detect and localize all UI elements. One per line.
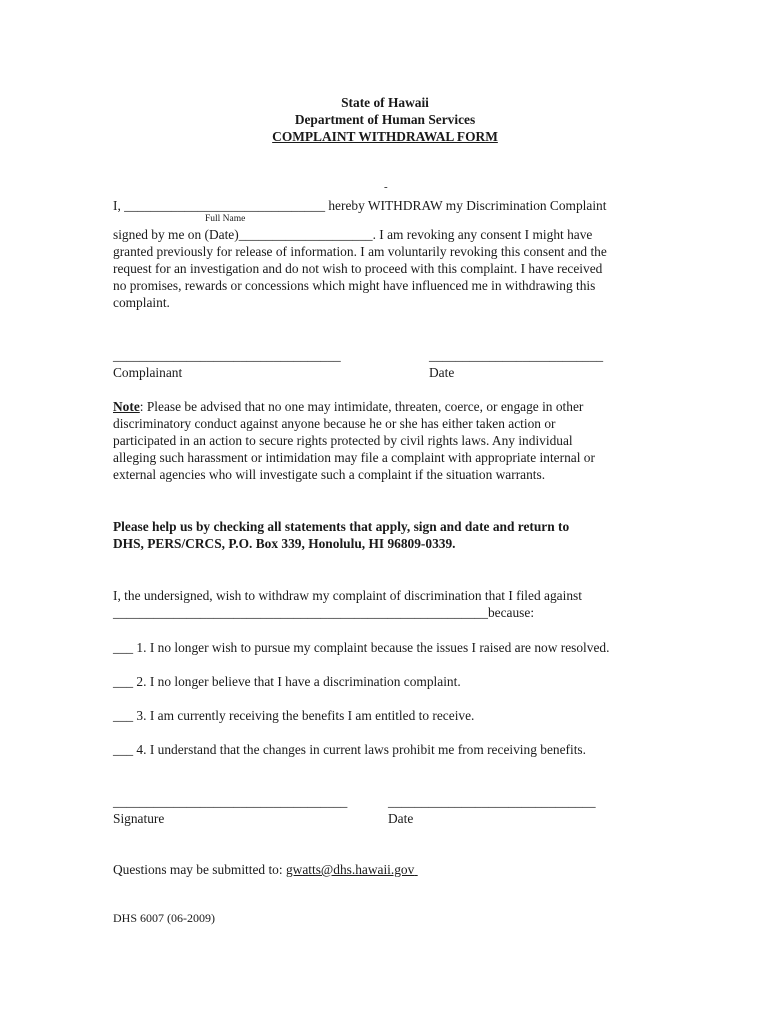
- intro-line-4: request for an investigation and do not wish to proceed with this complaint. I have received: [113, 261, 603, 276]
- intro-line-5: no promises, rewards or concessions which might have influenced me in withdrawing this: [113, 278, 596, 293]
- option-2[interactable]: ___ 2. I no longer believe that I have a discrimination complaint.: [113, 674, 461, 689]
- full-name-label: Full Name: [205, 214, 246, 224]
- signature-date-line[interactable]: _______________________________: [388, 794, 596, 809]
- header-state: State of Hawaii: [341, 95, 429, 110]
- note-line-1: [113, 398, 583, 415]
- note-line-4: alleging such harassment or intimidation may file a complaint with appropriate internal or: [113, 450, 595, 465]
- withdraw-line-1: I, the undersigned, wish to withdraw my complaint of discrimination that I filed against: [113, 588, 582, 603]
- note-label: Note: [113, 399, 140, 414]
- form-number: DHS 6007 (06-2009): [113, 911, 215, 925]
- signature-label: Signature: [113, 811, 165, 826]
- contact-line: [113, 861, 418, 878]
- intro-line-1: I, ______________________________ hereby WITHDRAW my Discrimination Complaint: [113, 198, 607, 213]
- withdraw-line-2[interactable]: ________________________________________________________because:: [113, 605, 535, 620]
- contact-text: Questions may be submitted to:: [113, 862, 286, 877]
- header-department: Department of Human Services: [294, 112, 476, 127]
- note-text-1: : Please be advised that no one may intimidate, threaten, coerce, or engage in other: [139, 399, 584, 414]
- signature-line[interactable]: ___________________________________: [113, 794, 348, 809]
- complainant-date-label: Date: [429, 365, 455, 380]
- contact-email-link[interactable]: gwatts@dhs.hawaii.gov: [285, 862, 415, 877]
- complainant-signature-line[interactable]: __________________________________: [113, 348, 341, 363]
- note-line-3: participated in an action to secure rights protected by civil rights laws. Any individual: [113, 433, 573, 448]
- intro-line-6: complaint.: [113, 295, 170, 310]
- dash-mark: -: [384, 181, 388, 193]
- complainant-label: Complainant: [113, 365, 183, 380]
- instructions-line-1: Please help us by checking all statements that apply, sign and date and return to: [113, 519, 570, 534]
- option-4[interactable]: ___ 4. I understand that the changes in current laws prohibit me from receiving benefits.: [113, 742, 586, 757]
- note-line-5: external agencies who will investigate such a complaint if the situation warrants.: [113, 467, 546, 482]
- intro-line-3: granted previously for release of information. I am voluntarily revoking this consent and the: [113, 244, 607, 259]
- instructions-line-2: DHS, PERS/CRCS, P.O. Box 339, Honolulu, HI 96809-0339.: [113, 536, 456, 551]
- complainant-date-line[interactable]: __________________________: [429, 348, 604, 363]
- signature-date-label: Date: [388, 811, 414, 826]
- note-line-2: discriminatory conduct against anyone because he or she has either taken action or: [113, 416, 556, 431]
- option-3[interactable]: ___ 3. I am currently receiving the benefits I am entitled to receive.: [113, 708, 475, 723]
- intro-line-2: signed by me on (Date)____________________. I am revoking any consent I might have: [113, 227, 593, 242]
- option-1[interactable]: ___ 1. I no longer wish to pursue my complaint because the issues I raised are now resolved.: [113, 640, 610, 655]
- form-title: COMPLAINT WITHDRAWAL FORM: [272, 129, 498, 144]
